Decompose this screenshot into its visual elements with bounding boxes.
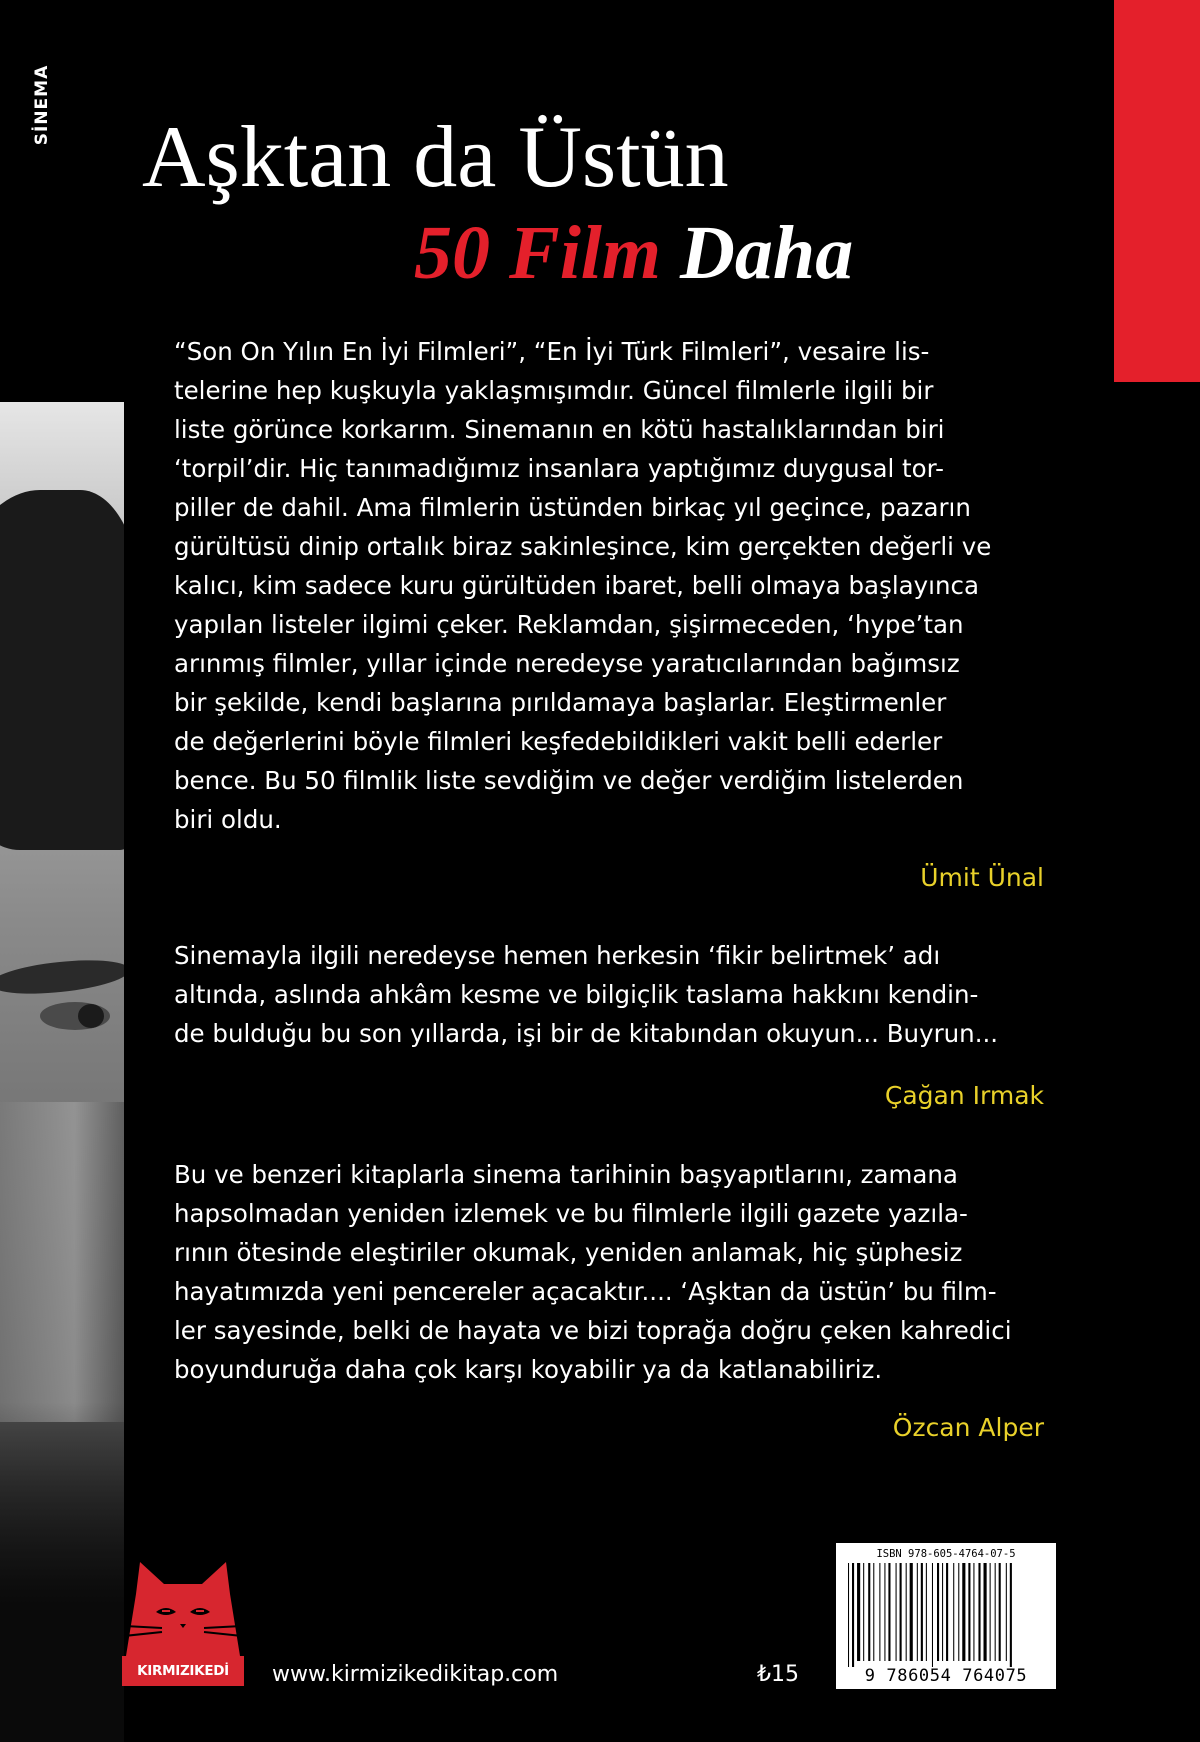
- quote-text: Sinemayla ilgili neredeyse hemen herkesin ‘fikir belirtmek’ adı altında, aslında ahkâm kesme ve bilgiçlik taslama hakkını kendin- de bulduğu bu son yıllarda, işi bir de kitabından okuyun... Buyrun...: [174, 941, 999, 1048]
- red-accent-bar: [1114, 0, 1200, 382]
- barcode-bars: [848, 1563, 1044, 1667]
- barcode-digits: 9 786054 764075: [864, 1666, 1028, 1686]
- book-title-line2: [414, 208, 853, 298]
- portrait-photo: [0, 402, 124, 1742]
- isbn-label: ISBN 978-605-4764-07-5: [876, 1548, 1016, 1560]
- publisher-logo: [122, 1560, 244, 1686]
- barcode: [836, 1543, 1056, 1689]
- quote-author: Çağan Irmak: [884, 1081, 1044, 1110]
- title-white-part: Daha: [680, 211, 854, 295]
- quote-text: Bu ve benzeri kitaplarla sinema tarihinin başyapıtlarını, zamana hapsolmadan yeniden izlemek ve bu filmlerle ilgili gazete yazıla- rının ötesinde eleştiriler okumak, yeniden anlamak, hiç şüphesiz hayatımızda yeni pencereler açacaktır.... ‘Aşktan da üstün’ bu film- ler sayesinde, belki de hayata ve bizi toprağa doğru çeken kahredici boyunduruğa daha çok karşı koyabilir ya da katlanabiliriz.: [174, 1160, 1012, 1384]
- cat-icon: [122, 1560, 244, 1660]
- title-red-part: 50 Film: [414, 211, 662, 295]
- quote-text: “Son On Yılın En İyi Filmleri”, “En İyi Türk Filmleri”, vesaire lis- telerine hep kuşkuyla yaklaşmışımdır. Güncel filmlerle ilgili bir liste görünce korkarım. Sinemanın en kötü hastalıklarından biri ‘torpil’dir. Hiç tanımadığımız insanlara yaptığımız duygusal tor- piller de dahil. Ama filmlerin üstünden birkaç yıl geçince, pazarın gürültüsü dinip ortalık biraz sakinleşince, kim gerçekten değerli ve kalıcı, kim sadece kuru gürültüden ibaret, belli olmaya başlayınca yapılan listeler ilgimi çeker. Reklamdan, şişirmeceden, ‘hype’tan arınmış filmler, yıllar içinde neredeyse yaratıcılarından bağımsız bir şekilde, kendi başlarına pırıldamaya başlarlar. Eleştirmenler de değerlerini böyle filmleri keşfedebildikleri vakit belli ederler bence. Bu 50 filmlik liste sevdiğim ve değer verdiğim listelerden biri oldu.: [174, 337, 992, 834]
- quote-author: Ümit Ünal: [920, 863, 1044, 892]
- quote-author: Özcan Alper: [892, 1413, 1044, 1442]
- publisher-name: KIRMIZIKEDİ: [122, 1656, 244, 1686]
- category-label: SİNEMA: [32, 64, 52, 146]
- publisher-url: www.kirmizikedikitap.com: [272, 1662, 559, 1687]
- price: ₺15: [757, 1662, 799, 1687]
- book-title-line1: Aşktan da Üstün: [142, 109, 729, 206]
